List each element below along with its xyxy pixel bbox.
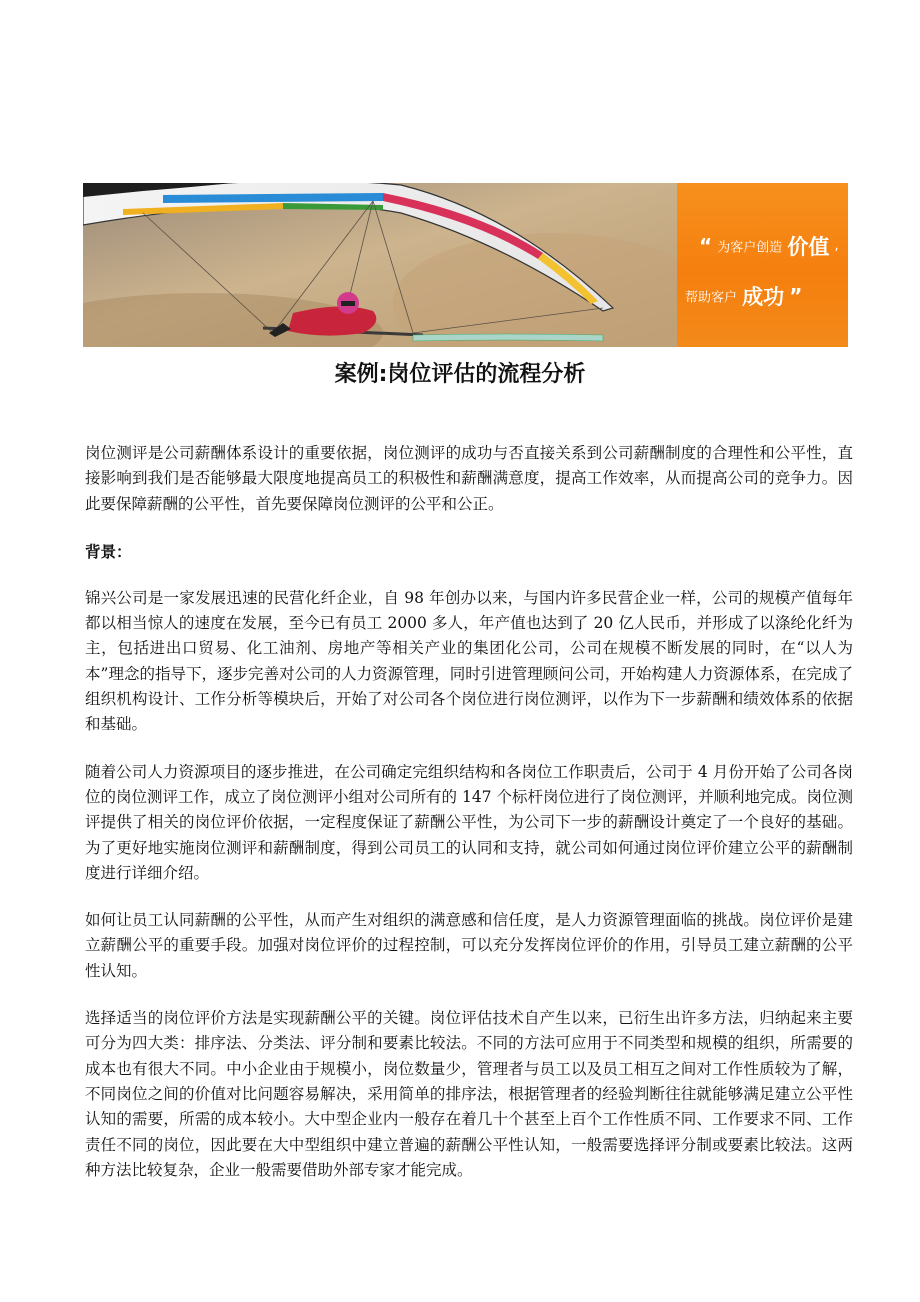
- article-title: 案例:岗位评估的流程分析: [334, 362, 586, 387]
- banner: [83, 183, 848, 347]
- body-paragraph: 随着公司人力资源项目的逐步推进，在公司确定完组织结构和各岗位工作职责后，公司于 4 月份开始了公司各岗位的岗位测评工作，成立了岗位测评小组对公司所有的 147 个标杆岗位进行了岗位测评，并顺利地完成。岗位测评提供了相关的岗位评价依据，一定程度保证了薪酬公平性，为公司下一步的薪酬设计奠定了一个良好的基础。为了更好地实施岗位测评和薪酬制度，得到公司员工的认同和支持，就公司如何通过岗位评价建立公平的薪酬制度进行详细介绍。: [85, 762, 853, 882]
- intro-paragraph: 岗位测评是公司薪酬体系设计的重要依据，岗位测评的成功与否直接关系到公司薪酬制度的合理性和公平性，直接影响到我们是否能够最大限度地提高员工的积极性和薪酬满意度，提高工作效率，从而提高公司的竞争力。因此要保障薪酬的公平性，首先要保障岗位测评的公平和公正。: [85, 444, 853, 513]
- body-paragraph: 锦兴公司是一家发展迅速的民营化纤企业，自 98 年创办以来，与国内许多民营企业一样，公司的规模产值每年都以相当惊人的速度在发展，至今已有员工 2000 多人，年产值也达到了 20 亿人民币，并形成了以涤纶化纤为主，包括进出口贸易、化工油剂、房地产等相关产业的集团化公司，公司在规模不断发展的同时，在“以人为本”理念的指导下，逐步完善对公司的人力资源管理，同时引进管理顾问公司，开始构建人力资源体系，在完成了组织机构设计、工作分析等模块后，开始了对公司各个岗位进行岗位测评，以作为下一步薪酬和绩效体系的依据和基础。: [85, 588, 853, 734]
- slogan-line-1-text: 为客户创造: [717, 240, 783, 256]
- slogan-line-1: [699, 231, 839, 261]
- body-paragraph: 如何让员工认同薪酬的公平性，从而产生对组织的满意感和信任度，是人力资源管理面临的挑战。岗位评价是建立薪酬公平的重要手段。加强对岗位评价的过程控制，可以充分发挥岗位评价的作用，引导员工建立薪酬的公平性认知。: [85, 911, 853, 980]
- slogan-panel: [677, 183, 848, 347]
- slogan-line-1-tail: ,: [834, 238, 839, 254]
- slogan-line-1-emphasis: 价值: [787, 235, 830, 259]
- slogan-open-quote: “: [699, 234, 713, 258]
- background-heading: 背景：: [85, 541, 132, 561]
- hang-glider-photo: [83, 183, 677, 347]
- slogan-line-2: [685, 281, 802, 311]
- slogan-line-2-text: 帮助客户: [685, 290, 738, 306]
- body-paragraph: 选择适当的岗位评价方法是实现薪酬公平的关键。岗位评估技术自产生以来，已衍生出许多方法，归纳起来主要可分为四大类：排序法、分类法、评分制和要素比较法。不同的方法可应用于不同类型和规模的组织，所需要的成本也有很大不同。中小企业由于规模小，岗位数量少，管理者与员工以及员工相互之间对工作性质较为了解，不同岗位之间的价值对比问题容易解决，采用简单的排序法，根据管理者的经验判断往往就能够满足建立公平性认知的需要，所需的成本较小。大中型企业内一般存在着几十个甚至上百个工作性质不同、工作要求不同、工作责任不同的岗位，因此要在大中型组织中建立普遍的薪酬公平性认知，一般需要选择评分制或要素比较法。这两种方法比较复杂，企业一般需要借助外部专家才能完成。: [85, 1009, 853, 1179]
- slogan-line-2-emphasis: 成功: [742, 285, 785, 309]
- article-body: [85, 441, 853, 1205]
- slogan-close-quote: ”: [789, 284, 803, 308]
